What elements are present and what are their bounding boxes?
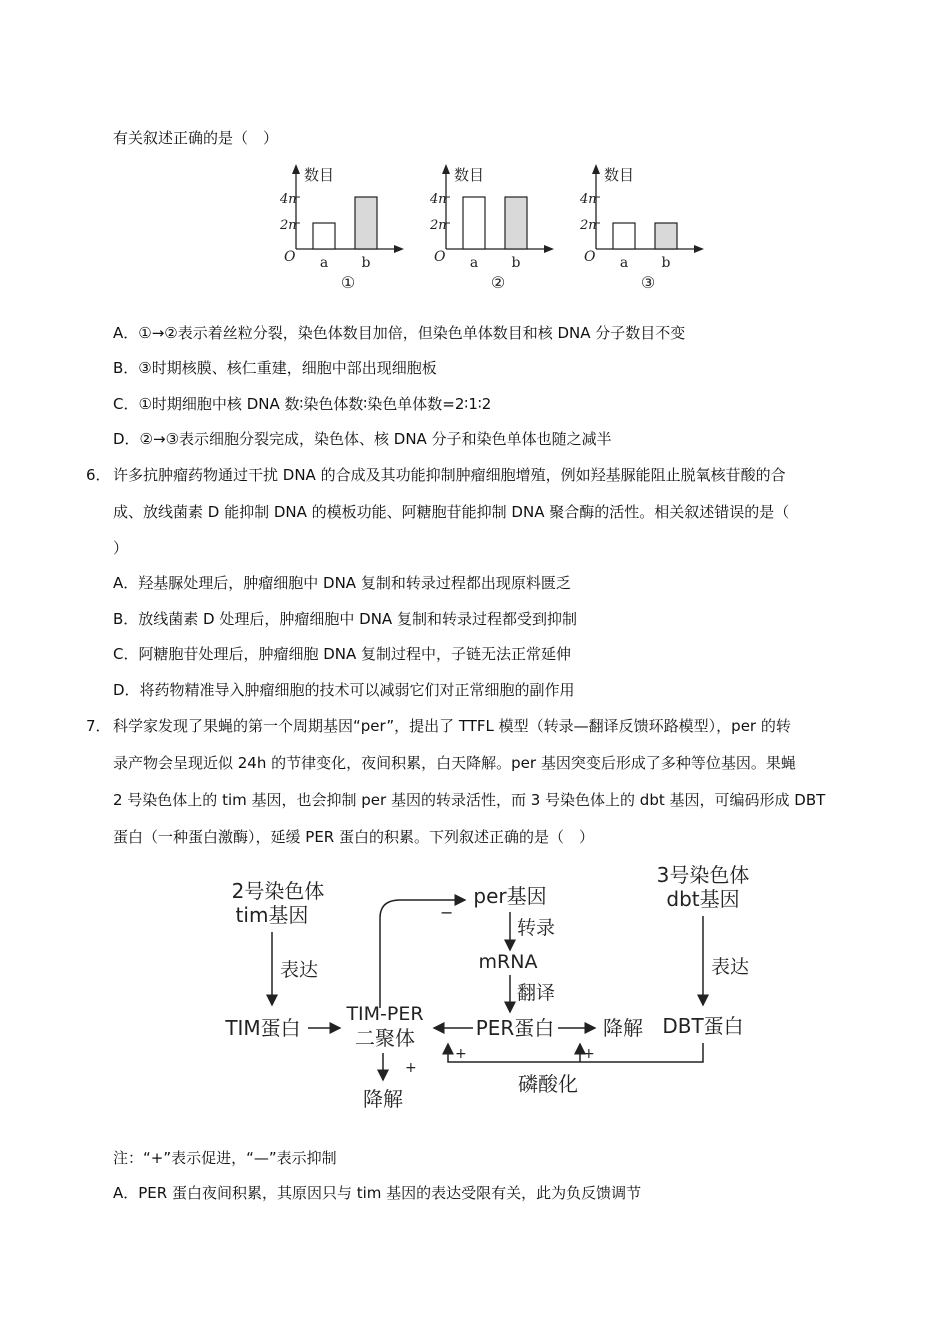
q6-stem-line-2: 成、放线菌素 D 能抑制 DNA 的模板功能、阿糖胞苷能抑制 DNA 聚合酶的活性。相关叙述错误的是（ <box>113 503 790 521</box>
chart-3-y-arrow <box>592 164 600 174</box>
q6-option-d: D．将药物精准导入肿瘤细胞的技术可以减弱它们对正常细胞的副作用 <box>113 681 575 699</box>
chart-1-caption: ① <box>340 273 356 292</box>
q6-number: 6． <box>86 466 111 484</box>
chart-2-tick-4n: 4n <box>430 192 447 207</box>
per-protein-label: PER蛋白 <box>475 1016 555 1040</box>
translation-label: 翻译 <box>517 982 556 1004</box>
chart-1-bar-b <box>355 197 377 249</box>
chart-2-xtick-a: a <box>469 255 479 271</box>
chart-1-origin: O <box>284 249 296 265</box>
chart-1-ylabel: 数目 <box>304 166 335 184</box>
dbt-protein-label: DBT蛋白 <box>662 1014 744 1038</box>
degrade-label-2: 降解 <box>603 1016 643 1040</box>
tim-gene-label: tim基因 <box>235 903 309 927</box>
q7-note: 注：“+”表示促进，“—”表示抑制 <box>113 1149 337 1167</box>
chart-2-bar-a <box>463 197 485 249</box>
chart-2-xtick-b: b <box>511 255 521 271</box>
chart-3-x-arrow <box>694 245 704 253</box>
chart-1-tick-4n: 4n <box>280 192 297 207</box>
express-label-2: 表达 <box>711 956 750 978</box>
ttfl-diagram <box>0 860 950 1120</box>
q7-stem-line-4: 蛋白（一种蛋白激酶），延缓 PER 蛋白的积累。下列叙述正确的是（ ） <box>113 828 594 846</box>
chart-3-bar-a <box>613 223 635 249</box>
degrade-label-1: 降解 <box>363 1087 403 1111</box>
chart-2-ylabel: 数目 <box>454 166 485 184</box>
chr2-label: 2号染色体 <box>231 879 325 903</box>
chart-1-y-arrow <box>292 164 300 174</box>
q7-stem-line-3: 2 号染色体上的 tim 基因，也会抑制 per 基因的转录活性，而 3 号染色体上的 dbt 基因，可编码形成 DBT <box>113 791 826 809</box>
dimer-label-2: 二聚体 <box>355 1026 415 1050</box>
q7-number: 7． <box>86 717 111 735</box>
chart-2-x-arrow <box>544 245 554 253</box>
chart-3-tick-4n: 4n <box>580 192 597 207</box>
q5-option-b: B．③时期核膜、核仁重建，细胞中部出现细胞板 <box>113 359 437 377</box>
chr3-label: 3号染色体 <box>656 863 750 887</box>
chart-2-tick-2n: 2n <box>430 218 447 233</box>
q6-option-c: C．阿糖胞苷处理后，肿瘤细胞 DNA 复制过程中，子链无法正常延伸 <box>113 645 572 663</box>
q5-option-a: A．①→②表示着丝粒分裂，染色体数目加倍，但染色单体数目和核 DNA 分子数目不变 <box>113 324 686 342</box>
chart-1-xtick-b: b <box>361 255 371 271</box>
chart-1-x-arrow <box>394 245 404 253</box>
chart-2-bar-b <box>505 197 527 249</box>
inhibit-sign: − <box>440 903 454 922</box>
q6-stem-line-3: ） <box>113 539 129 557</box>
promote-sign-2: + <box>455 1046 467 1062</box>
chart-3-ylabel: 数目 <box>604 166 635 184</box>
promote-sign-1: + <box>405 1060 417 1076</box>
tim-protein-label: TIM蛋白 <box>225 1016 301 1040</box>
q7-stem-line-1: 科学家发现了果蝇的第一个周期基因“per”，提出了 TTFL 模型（转录—翻译反馈环路模型），per 的转 <box>113 717 791 735</box>
q5-option-c: C．①时期细胞中核 DNA 数∶染色体数∶染色单体数=2∶1∶2 <box>113 395 492 413</box>
promote-sign-3: + <box>583 1046 595 1062</box>
phosphorylation-label: 磷酸化 <box>518 1072 578 1096</box>
q6-option-b: B．放线菌素 D 处理后，肿瘤细胞中 DNA 复制和转录过程都受到抑制 <box>113 610 577 628</box>
dimer-label-1: TIM-PER <box>346 1003 424 1025</box>
q7-option-a: A．PER 蛋白夜间积累，其原因只与 tim 基因的表达受限有关，此为负反馈调节 <box>113 1184 642 1202</box>
q5-bar-charts <box>0 160 950 300</box>
chart-3-xtick-b: b <box>661 255 671 271</box>
chart-3-caption: ③ <box>640 273 656 292</box>
express-label-1: 表达 <box>280 959 319 981</box>
chart-2-y-arrow <box>442 164 450 174</box>
dbt-gene-label: dbt基因 <box>666 887 740 911</box>
chart-2-origin: O <box>434 249 446 265</box>
q5-option-d: D．②→③表示细胞分裂完成，染色体、核 DNA 分子和染色单体也随之减半 <box>113 430 612 448</box>
chart-1-bar-a <box>313 223 335 249</box>
chart-3-xtick-a: a <box>619 255 629 271</box>
mrna-label: mRNA <box>478 951 538 973</box>
chart-1-tick-2n: 2n <box>280 218 297 233</box>
per-gene-label: per基因 <box>473 884 547 908</box>
chart-3-bar-b <box>655 223 677 249</box>
chart-3-tick-2n: 2n <box>580 218 597 233</box>
chart-2-caption: ② <box>490 273 506 292</box>
q6-option-a: A．羟基脲处理后，肿瘤细胞中 DNA 复制和转录过程都出现原料匮乏 <box>113 574 571 592</box>
q6-stem-line-1: 许多抗肿瘤药物通过干扰 DNA 的合成及其功能抑制肿瘤细胞增殖，例如羟基脲能阻止脱氧核苷酸的合 <box>113 466 786 484</box>
chart-3-origin: O <box>584 249 596 265</box>
chart-1-xtick-a: a <box>319 255 329 271</box>
q5-stem-tail: 有关叙述正确的是（ ） <box>113 129 279 147</box>
q7-stem-line-2: 录产物会呈现近似 24h 的节律变化，夜间积累，白天降解。per 基因突变后形成了多种等位基因。果蝇 <box>113 754 796 772</box>
transcription-label: 转录 <box>517 917 556 939</box>
